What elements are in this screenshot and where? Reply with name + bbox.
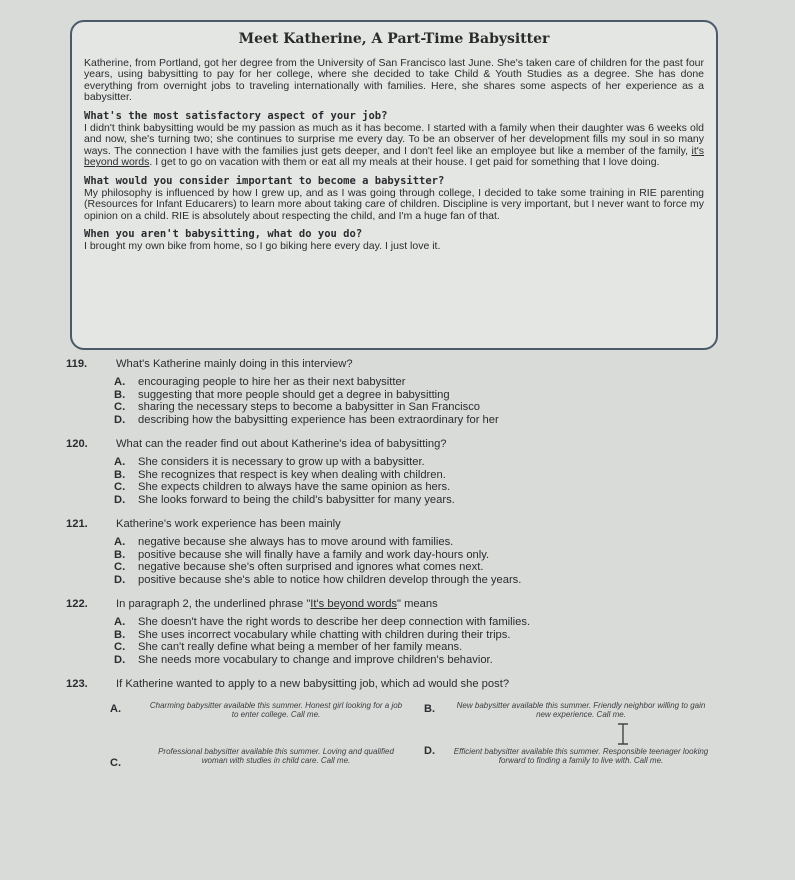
stem-pre: In paragraph 2, the underlined phrase " bbox=[116, 597, 311, 610]
option-letter: A. bbox=[114, 455, 126, 468]
question-stem: What can the reader find out about Katherine's idea of babysitting? bbox=[116, 437, 447, 450]
interview-question-1: What's the most satisfactory aspect of your job? bbox=[84, 109, 388, 122]
option-text: She expects children to always have the same opinion as hers. bbox=[138, 481, 451, 494]
ad-d-text: Efficient babysitter available this summer. Responsible teenager looking forward to finding a family to live with. Call me. bbox=[453, 746, 709, 765]
option-a[interactable] bbox=[114, 456, 726, 469]
option-text: positive because she will finally have a family and work day-hours only. bbox=[138, 548, 490, 561]
option-c[interactable] bbox=[114, 561, 726, 574]
option-letter: D. bbox=[114, 414, 126, 427]
interview-question-3: When you aren't babysitting, what do you do? bbox=[84, 228, 363, 241]
stem-underlined-phrase: It's beyond words bbox=[310, 597, 398, 610]
option-text: encouraging people to hire her as their next babysitter bbox=[138, 375, 406, 388]
option-letter: C. bbox=[114, 481, 126, 494]
ad-options bbox=[66, 697, 726, 797]
option-letter: A. bbox=[114, 615, 126, 628]
passage-title: Meet Katherine, A Part-Time Babysitter bbox=[238, 31, 550, 47]
option-letter: B. bbox=[114, 388, 126, 401]
option-a[interactable] bbox=[114, 616, 726, 629]
ad-b-text: New babysitter available this summer. Friendly neighbor willing to gain new experience. Call me. bbox=[456, 700, 706, 719]
option-letter: A. bbox=[114, 375, 126, 388]
question-stem bbox=[116, 598, 438, 611]
option-text: sharing the necessary steps to become a babysitter in San Francisco bbox=[138, 401, 481, 414]
option-letter: B. bbox=[114, 548, 126, 561]
option-text: describing how the babysitting experience has been extraordinary for her bbox=[138, 414, 499, 427]
option-text: She considers it is necessary to grow up with a babysitter. bbox=[138, 455, 425, 468]
question-stem: Katherine's work experience has been mainly bbox=[116, 517, 341, 530]
option-letter: A. bbox=[114, 535, 126, 548]
question-120 bbox=[66, 438, 726, 507]
ad-a-letter[interactable]: A. bbox=[110, 702, 121, 715]
option-text: negative because she always has to move around with families. bbox=[138, 535, 454, 548]
option-b[interactable] bbox=[114, 629, 726, 642]
option-letter: C. bbox=[114, 401, 126, 414]
ad-d-letter[interactable]: D. bbox=[424, 744, 435, 757]
question-number: 122. bbox=[66, 597, 88, 610]
ad-b-letter[interactable]: B. bbox=[424, 702, 435, 715]
question-number: 119. bbox=[66, 358, 88, 370]
option-letter: D. bbox=[114, 574, 126, 587]
interview-answer-2: My philosophy is influenced by how I grew up, and as I was going through college, I decided to take some training in RIE parenting (Resources for Infant Educarers) to learn more about taking care of children. Discipline is very important, but I never want to force my opinion on a child. RIE is absolutely about respecting the child, and I'm a huge fan of that. bbox=[84, 186, 704, 222]
ad-a-text: Charming babysitter available this summer. Honest girl looking for a job to enter college. Call me. bbox=[149, 700, 403, 719]
option-b[interactable] bbox=[114, 389, 726, 402]
stem-post: " means bbox=[397, 597, 438, 610]
option-a[interactable] bbox=[114, 376, 726, 389]
option-text: She uses incorrect vocabulary while chatting with children during their trips. bbox=[138, 628, 511, 641]
interview-answer-3: I brought my own bike from home, so I go biking here every day. I just love it. bbox=[84, 239, 441, 252]
question-121 bbox=[66, 518, 726, 587]
option-text: She needs more vocabulary to change and improve children's behavior. bbox=[138, 654, 493, 667]
option-text: positive because she's able to notice how children develop through the years. bbox=[138, 574, 522, 587]
question-number: 123. bbox=[66, 677, 88, 690]
option-letter: C. bbox=[114, 641, 126, 654]
answer-1-text-a: I didn't think babysitting would be my passion as much as it has become. I started with a family when their daughter was 6 weeks old and now, she's turning two; she continues to surprise me every day. To be an observer of her development fills my soul in so many ways. The connection I have with the families just gets deeper, and I don't feel like an employee but like a member of the family, bbox=[84, 121, 704, 157]
question-119 bbox=[66, 358, 726, 427]
interview-answer-1 bbox=[84, 123, 704, 169]
question-122 bbox=[66, 598, 726, 667]
option-text: She recognizes that respect is key when dealing with children. bbox=[138, 468, 446, 481]
option-d[interactable] bbox=[114, 574, 726, 587]
option-d[interactable] bbox=[114, 654, 726, 667]
option-d[interactable] bbox=[114, 494, 726, 507]
text-cursor-icon bbox=[615, 723, 631, 745]
option-text: She can't really define what being a member of her family means. bbox=[138, 641, 463, 654]
interview-question-2: What would you consider important to become a babysitter? bbox=[84, 174, 445, 187]
underlined-phrase: it's beyond words bbox=[84, 144, 704, 169]
question-stem: What's Katherine mainly doing in this interview? bbox=[116, 358, 353, 370]
option-letter: B. bbox=[114, 628, 126, 641]
option-letter: B. bbox=[114, 468, 126, 481]
question-number: 120. bbox=[66, 437, 88, 450]
question-stem: If Katherine wanted to apply to a new babysitting job, which ad would she post? bbox=[116, 677, 510, 690]
option-c[interactable] bbox=[114, 401, 726, 414]
option-b[interactable] bbox=[114, 549, 726, 562]
reading-passage bbox=[70, 20, 718, 350]
option-text: suggesting that more people should get a degree in babysitting bbox=[138, 388, 450, 401]
answer-1-text-b: . I get to go on vacation with them or eat all my meals at their house. I get paid for something that I love doing. bbox=[149, 156, 660, 169]
ad-c-text: Professional babysitter available this summer. Loving and qualified woman with studies in child care. Call me. bbox=[158, 746, 394, 765]
option-text: She looks forward to being the child's babysitter for many years. bbox=[138, 494, 455, 507]
option-b[interactable] bbox=[114, 469, 726, 482]
option-text: She doesn't have the right words to describe her deep connection with families. bbox=[138, 615, 531, 628]
option-text: negative because she's often surprised and ignores what comes next. bbox=[138, 561, 484, 574]
option-letter: C. bbox=[114, 561, 126, 574]
passage-intro: Katherine, from Portland, got her degree from the University of San Francisco last June. She's taken care of children for the past four years, using babysitting to pay for her college, where she decided to take Child & Youth Studies as a degree. She has done everything from overnight jobs to traveling internationally with families. Here, she shares some aspects of her experience as a babysitter. bbox=[84, 56, 704, 104]
option-a[interactable] bbox=[114, 536, 726, 549]
option-letter: D. bbox=[114, 654, 126, 667]
option-c[interactable] bbox=[114, 641, 726, 654]
question-number: 121. bbox=[66, 517, 88, 530]
option-letter: D. bbox=[114, 494, 126, 507]
option-d[interactable] bbox=[114, 414, 726, 427]
ad-c-letter[interactable]: C. bbox=[110, 756, 121, 769]
option-c[interactable] bbox=[114, 481, 726, 494]
